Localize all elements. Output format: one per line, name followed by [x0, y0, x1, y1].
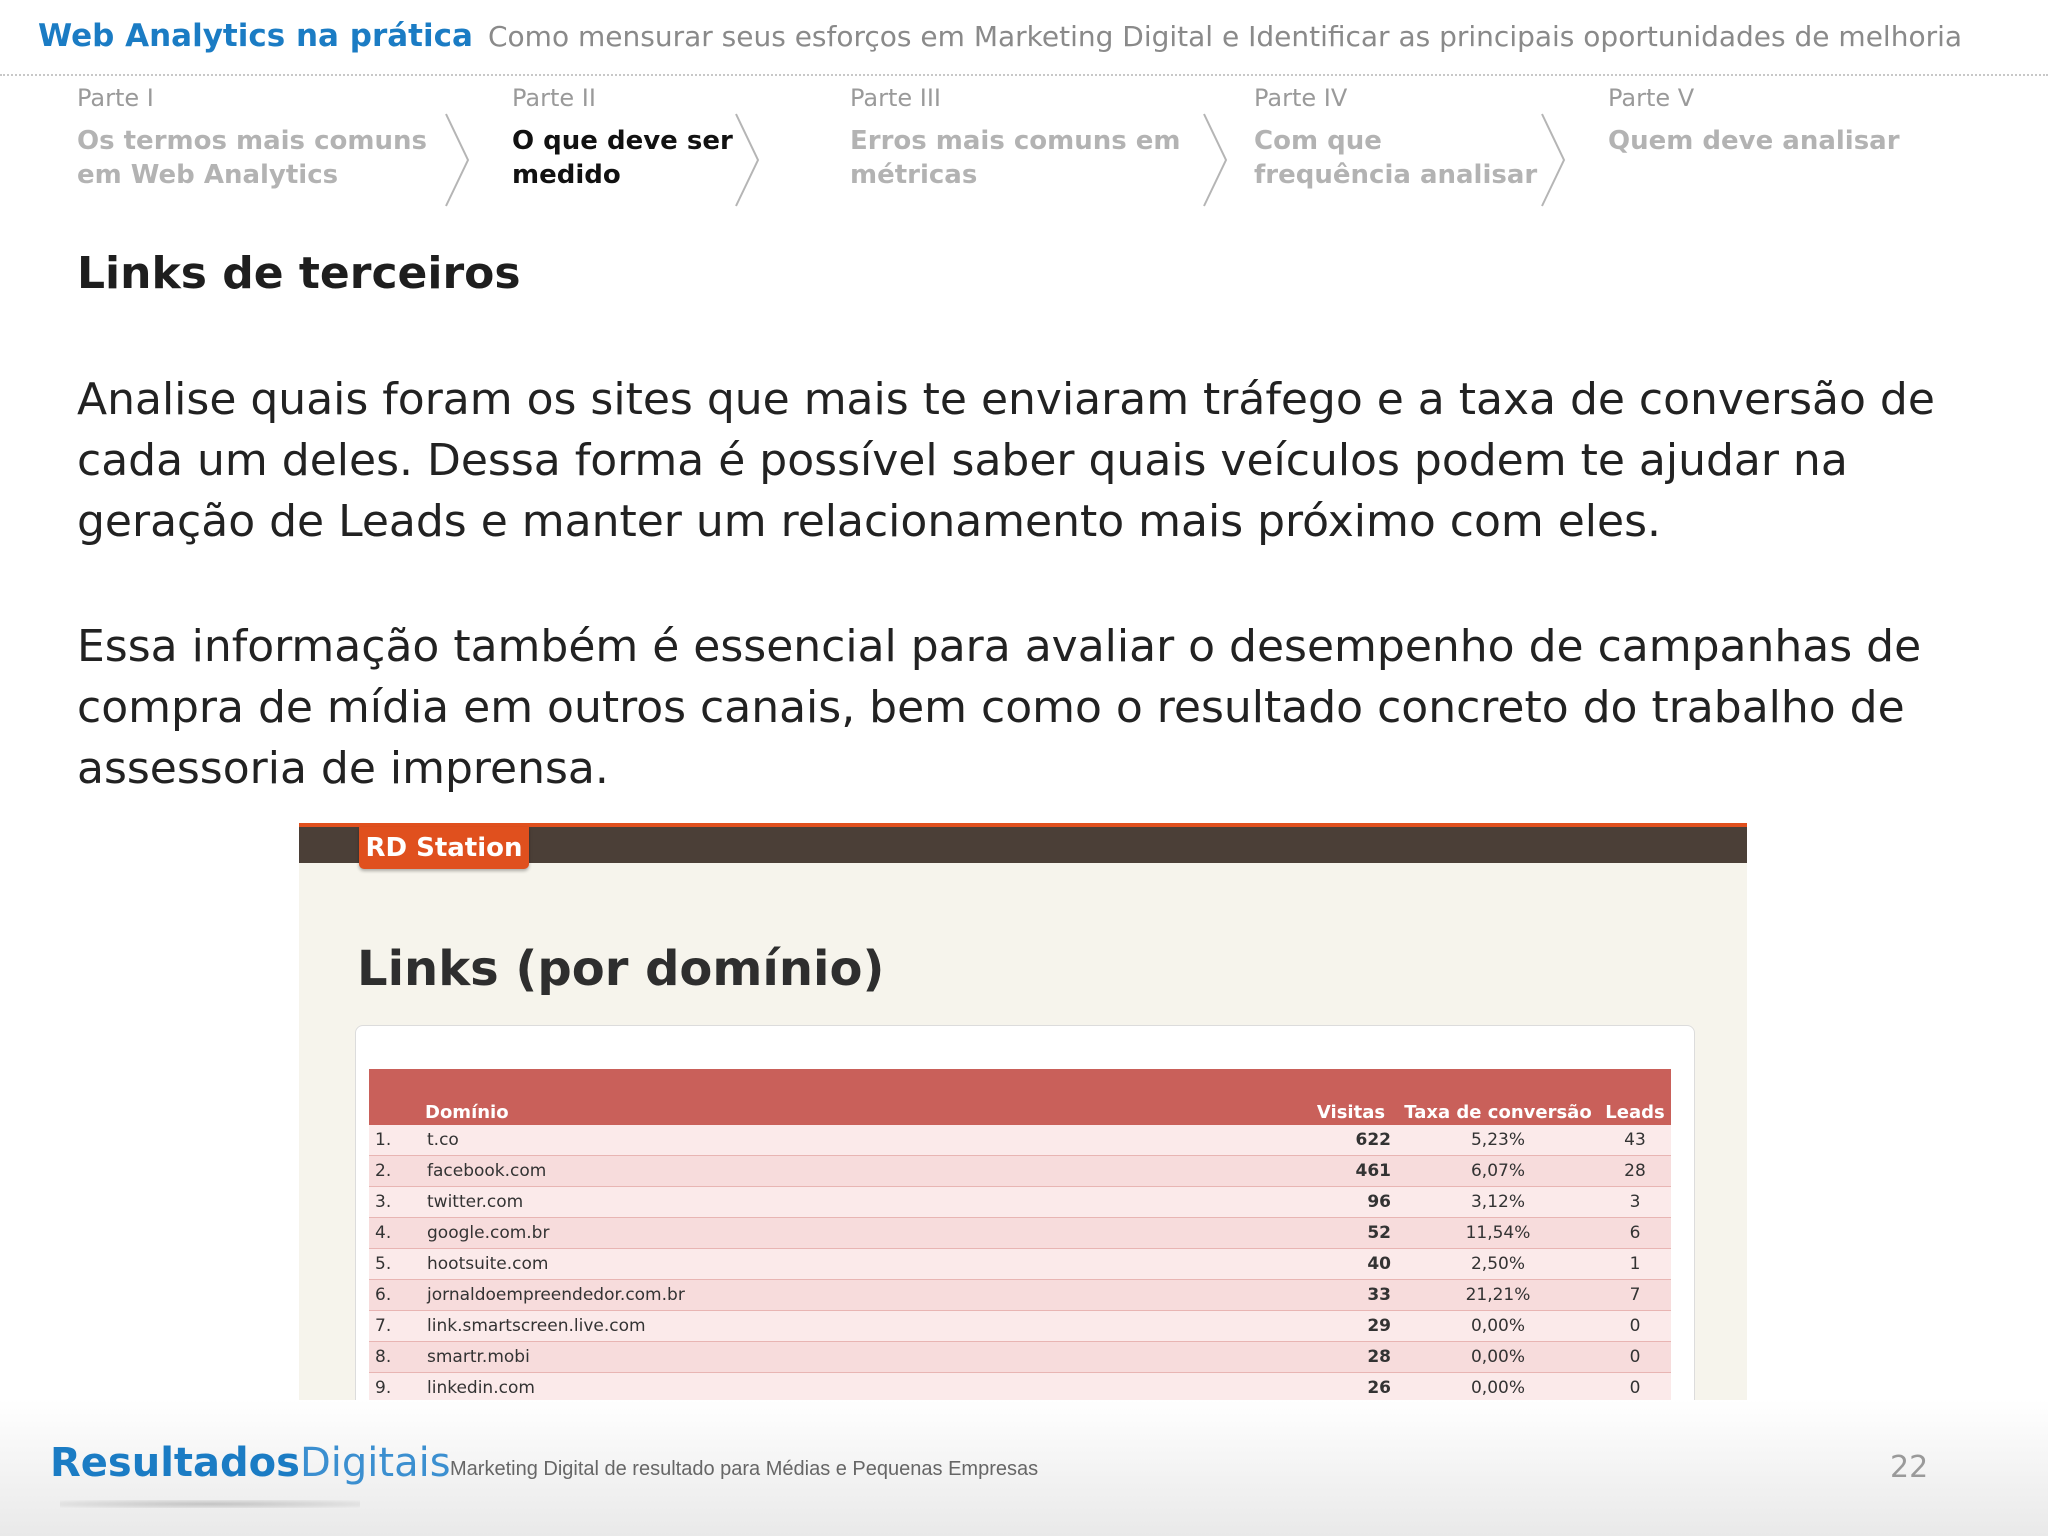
step-title: O que deve ser medido	[512, 126, 733, 190]
table-row[interactable]	[369, 1342, 1671, 1373]
parts-navigation	[0, 84, 2048, 214]
visits-value: 461	[1305, 1156, 1397, 1187]
step-title: Os termos mais comuns em Web Analytics	[77, 126, 427, 190]
column-header-rate[interactable]: Taxa de conversão	[1404, 1102, 1592, 1123]
leads-value: 6	[1599, 1218, 1671, 1249]
page-title: Links de terceiros	[77, 248, 521, 299]
visits-value: 29	[1305, 1311, 1397, 1342]
domain-link[interactable]: hootsuite.com	[421, 1249, 1305, 1280]
row-index: 6.	[369, 1280, 421, 1311]
row-index: 5.	[369, 1249, 421, 1280]
table-row[interactable]	[369, 1156, 1671, 1187]
conversion-rate-value: 21,21%	[1397, 1280, 1599, 1311]
row-index: 8.	[369, 1342, 421, 1373]
row-index: 3.	[369, 1187, 421, 1218]
footer	[0, 1400, 2048, 1536]
step-part-2[interactable]	[512, 84, 742, 192]
logo-reflection	[60, 1500, 360, 1508]
step-part-5[interactable]	[1608, 84, 1908, 158]
logo-bold-text: Resultados	[50, 1440, 300, 1486]
column-header-domain[interactable]: Domínio	[425, 1102, 509, 1123]
column-header-leads[interactable]: Leads	[1605, 1102, 1665, 1123]
leads-value: 0	[1599, 1342, 1671, 1373]
step-title: Quem deve analisar	[1608, 126, 1900, 156]
row-index: 9.	[369, 1373, 421, 1404]
app-tab-rd-station[interactable]: RD Station	[359, 827, 529, 869]
page-number: 22	[1890, 1450, 1929, 1485]
screenshot-title: Links (por domínio)	[357, 941, 885, 997]
table-row[interactable]	[369, 1125, 1671, 1156]
conversion-rate-value: 6,07%	[1397, 1156, 1599, 1187]
domain-link[interactable]: linkedin.com	[421, 1373, 1305, 1404]
step-label: Parte III	[850, 84, 942, 112]
row-index: 7.	[369, 1311, 421, 1342]
leads-value: 28	[1599, 1156, 1671, 1187]
leads-value: 0	[1599, 1311, 1671, 1342]
step-part-3[interactable]	[850, 84, 1190, 192]
conversion-rate-value: 0,00%	[1397, 1342, 1599, 1373]
table-row[interactable]	[369, 1249, 1671, 1280]
row-index: 4.	[369, 1218, 421, 1249]
leads-value: 3	[1599, 1187, 1671, 1218]
chevron-right-icon	[1538, 112, 1568, 208]
header	[38, 18, 1962, 62]
step-title: Com que frequência analisar	[1254, 126, 1538, 190]
step-part-4[interactable]	[1254, 84, 1544, 192]
resultados-digitais-logo[interactable]	[50, 1440, 451, 1486]
domain-link[interactable]: facebook.com	[421, 1156, 1305, 1187]
step-title: Erros mais comuns em métricas	[850, 126, 1181, 190]
header-brand: Web Analytics na prática	[38, 18, 473, 54]
visits-value: 28	[1305, 1342, 1397, 1373]
visits-value: 96	[1305, 1187, 1397, 1218]
visits-value: 40	[1305, 1249, 1397, 1280]
step-label: Parte V	[1608, 84, 1695, 112]
domain-link[interactable]: twitter.com	[421, 1187, 1305, 1218]
header-subtitle: Como mensurar seus esforços em Marketing Digital e Identificar as principais oportunidades de melhoria	[488, 20, 1963, 53]
table-row[interactable]	[369, 1311, 1671, 1342]
rd-station-screenshot	[299, 823, 1747, 1411]
conversion-rate-value: 0,00%	[1397, 1373, 1599, 1404]
visits-value: 622	[1305, 1125, 1397, 1156]
chevron-right-icon	[1200, 112, 1230, 208]
visits-value: 33	[1305, 1280, 1397, 1311]
table-row[interactable]	[369, 1187, 1671, 1218]
conversion-rate-value: 3,12%	[1397, 1187, 1599, 1218]
header-divider	[0, 74, 2048, 76]
row-index: 2.	[369, 1156, 421, 1187]
domain-link[interactable]: link.smartscreen.live.com	[421, 1311, 1305, 1342]
leads-value: 0	[1599, 1373, 1671, 1404]
logo-regular-text: Digitais	[299, 1440, 451, 1486]
leads-value: 1	[1599, 1249, 1671, 1280]
table-row[interactable]	[369, 1218, 1671, 1249]
table-row[interactable]	[369, 1373, 1671, 1404]
footer-tagline: Marketing Digital de resultado para Médias e Pequenas Empresas	[450, 1458, 1039, 1480]
row-index: 1.	[369, 1125, 421, 1156]
chevron-right-icon	[442, 112, 472, 208]
domain-link[interactable]: jornaldoempreendedor.com.br	[421, 1280, 1305, 1311]
conversion-rate-value: 5,23%	[1397, 1125, 1599, 1156]
leads-value: 43	[1599, 1125, 1671, 1156]
table-header-row	[369, 1069, 1671, 1125]
domain-link[interactable]: t.co	[421, 1125, 1305, 1156]
links-table	[369, 1069, 1671, 1404]
paragraph-2: Essa informação também é essencial para avaliar o desempenho de campanhas de compra de mídia em outros canais, bem como o resultado concreto do trabalho de assessoria de imprensa.	[77, 621, 1922, 794]
paragraph-1: Analise quais foram os sites que mais te enviaram tráfego e a taxa de conversão de cada um deles. Dessa forma é possível saber quais veículos podem te ajudar na geração de Leads e manter um relacionamento mais próximo com eles.	[77, 374, 1935, 547]
table-row[interactable]	[369, 1280, 1671, 1311]
step-label: Parte I	[77, 84, 154, 112]
step-label: Parte II	[512, 84, 596, 112]
domain-link[interactable]: smartr.mobi	[421, 1342, 1305, 1373]
conversion-rate-value: 0,00%	[1397, 1311, 1599, 1342]
conversion-rate-value: 2,50%	[1397, 1249, 1599, 1280]
conversion-rate-value: 11,54%	[1397, 1218, 1599, 1249]
chevron-right-icon	[732, 112, 762, 208]
visits-value: 52	[1305, 1218, 1397, 1249]
step-label: Parte IV	[1254, 84, 1348, 112]
domain-link[interactable]: google.com.br	[421, 1218, 1305, 1249]
step-part-1[interactable]	[77, 84, 437, 192]
visits-value: 26	[1305, 1373, 1397, 1404]
column-header-visits[interactable]: Visitas	[1316, 1102, 1386, 1123]
leads-value: 7	[1599, 1280, 1671, 1311]
